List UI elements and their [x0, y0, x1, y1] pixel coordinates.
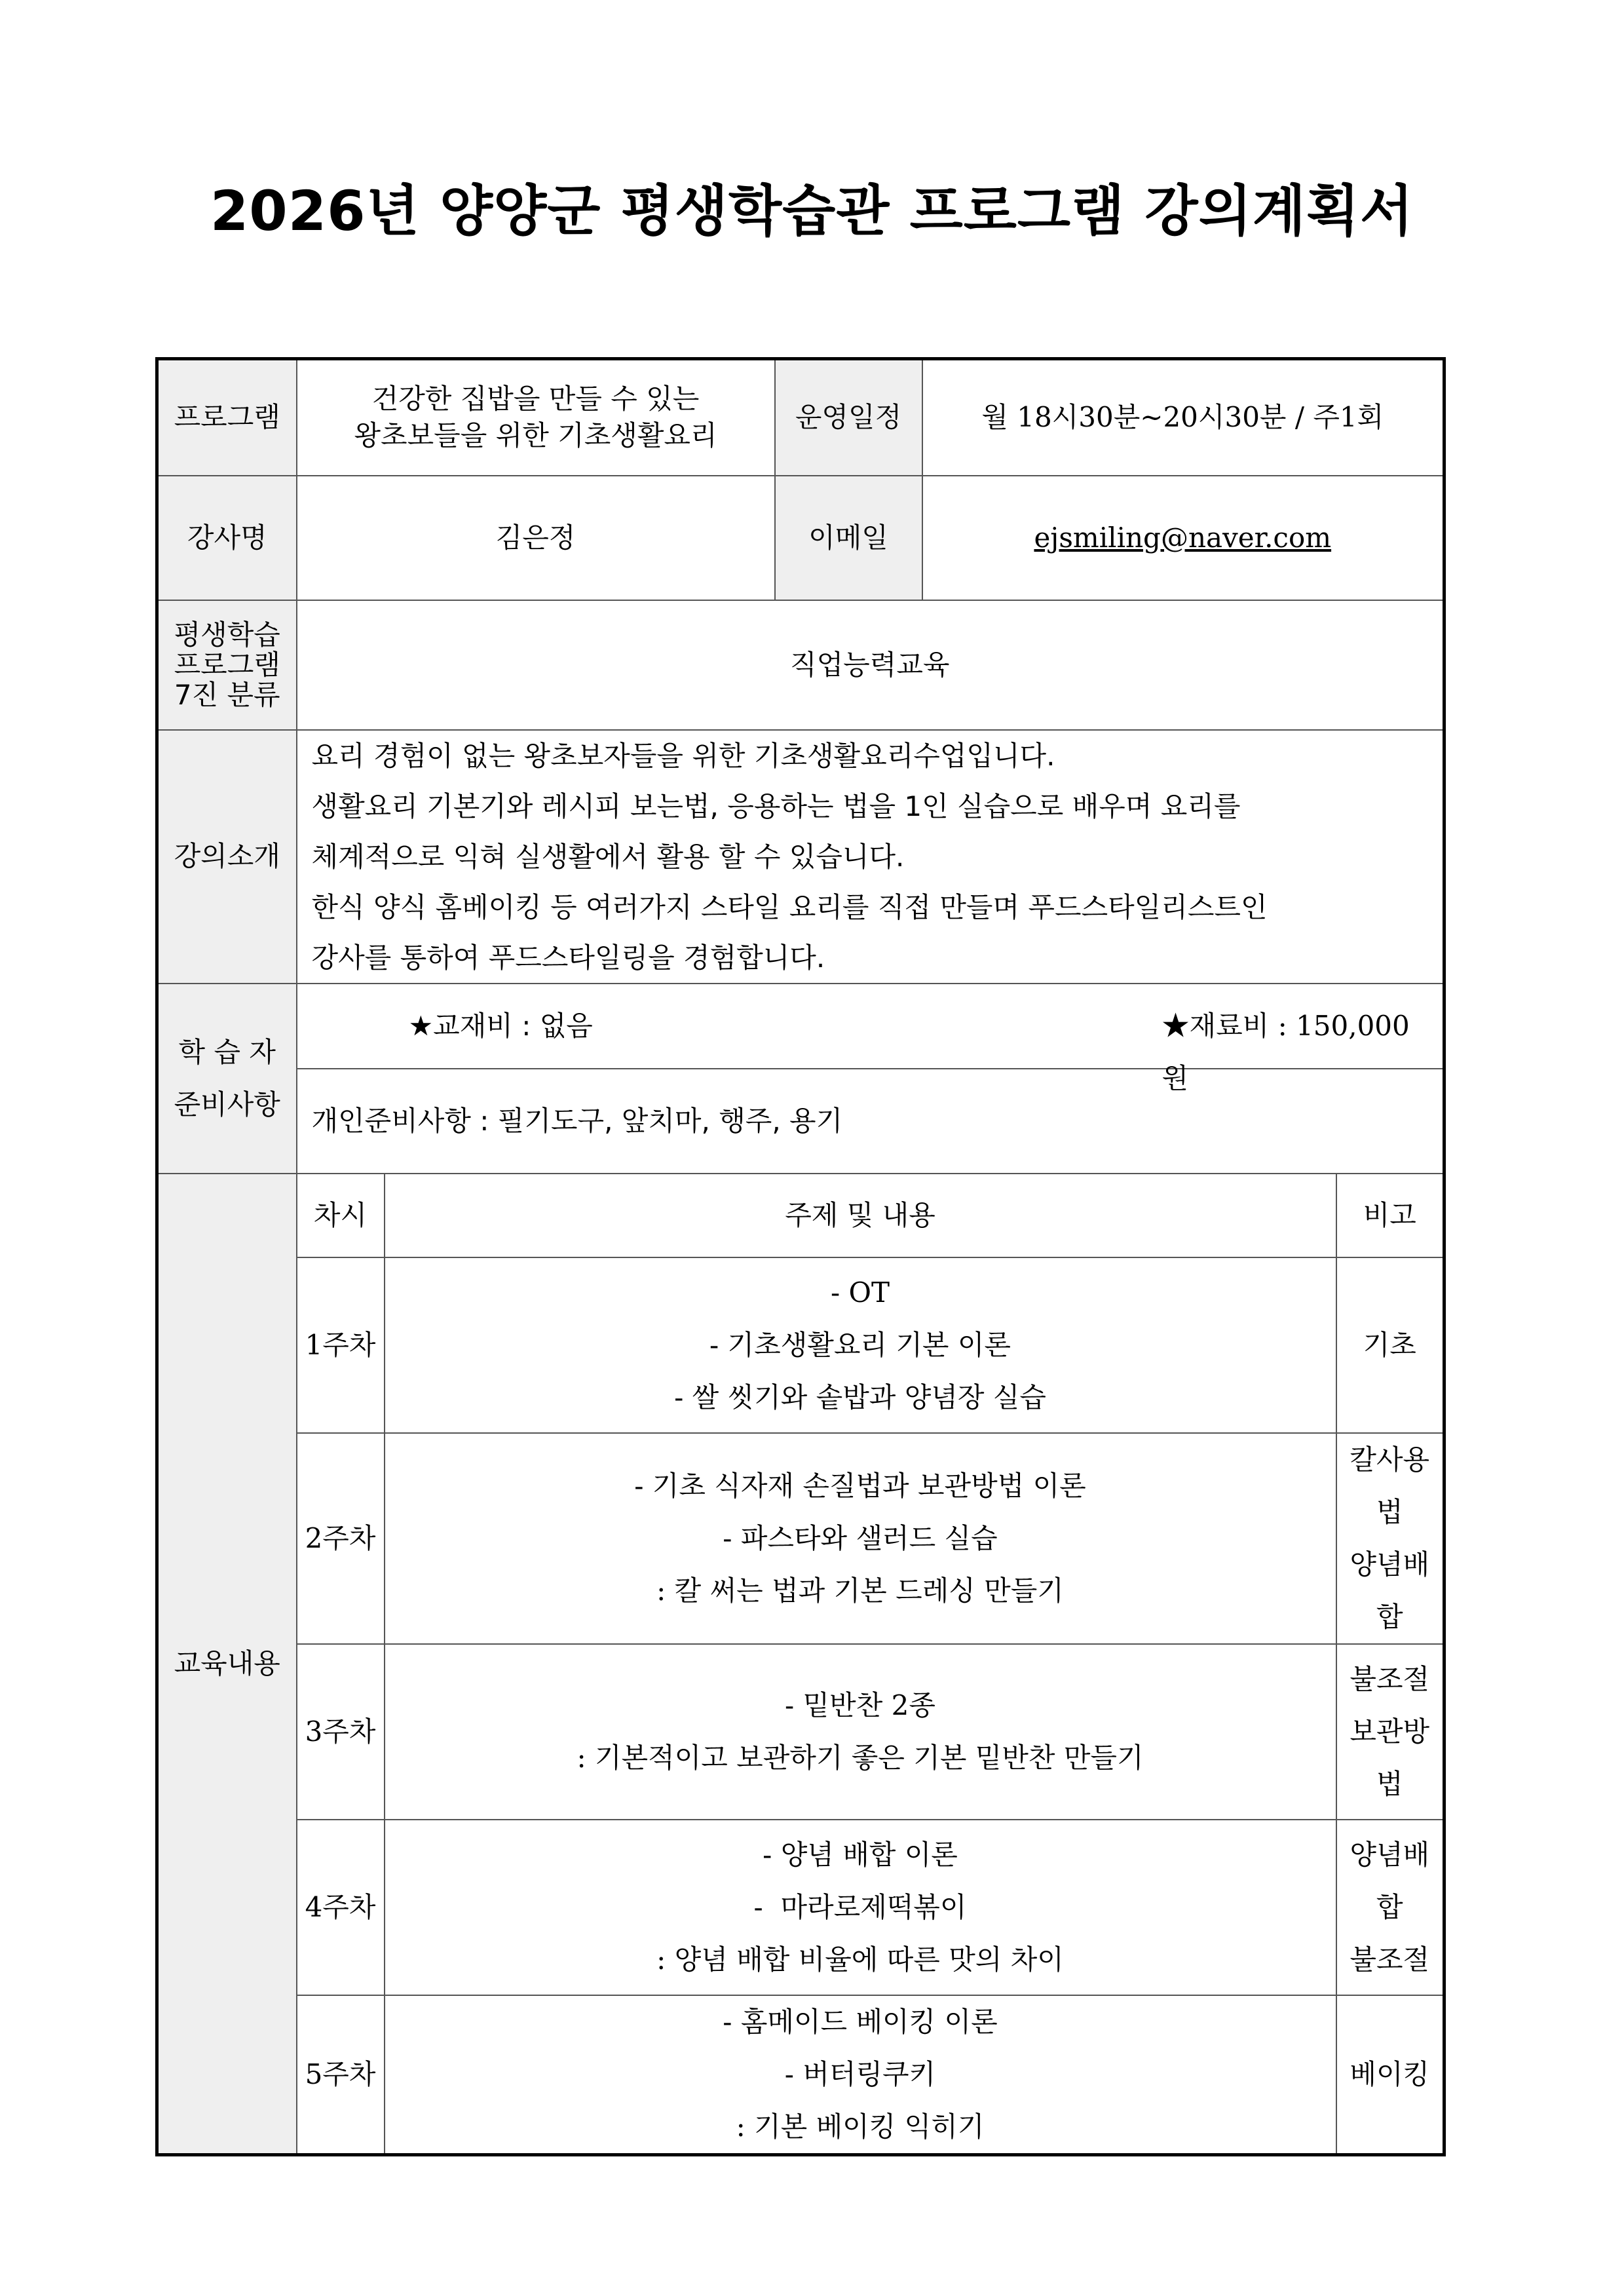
topic-line: - 버터링쿠키	[784, 2057, 936, 2090]
prep-label-line1: 학 습 자	[178, 1035, 276, 1068]
content-label: 교육내용	[157, 1174, 297, 2155]
session-cell: 2주차	[297, 1433, 385, 1644]
session-cell: 4주차	[297, 1820, 385, 1995]
intro-row	[157, 730, 1445, 984]
instructor-label: 강사명	[157, 476, 297, 600]
prep-label	[157, 984, 297, 1174]
note-cell	[1336, 1257, 1445, 1433]
program-name-line1: 건강한 집밥을 만들 수 있는	[371, 383, 700, 415]
topic-line: : 기본적이고 보관하기 좋은 기본 밑반찬 만들기	[576, 1741, 1144, 1774]
email-value[interactable]	[922, 476, 1445, 600]
note-line: 베이킹	[1350, 2057, 1430, 2090]
intro-line: 강사를 통하여 푸드스타일링을 경험합니다.	[311, 941, 825, 974]
note-line: 불조절	[1350, 1943, 1430, 1976]
curriculum-row	[157, 1644, 1445, 1820]
topic-line: - OT	[831, 1276, 890, 1309]
intro-text	[297, 730, 1445, 984]
topic-line: - 파스타와 샐러드 실습	[723, 1521, 998, 1554]
session-cell: 1주차	[297, 1257, 385, 1433]
category-row	[157, 600, 1445, 730]
curriculum-row	[157, 1995, 1445, 2155]
note-line: 양념배합	[1350, 1838, 1430, 1923]
curriculum-row	[157, 1820, 1445, 1995]
intro-label: 강의소개	[157, 730, 297, 984]
program-row	[157, 359, 1445, 476]
topic-line: : 기본 베이킹 익히기	[736, 2110, 985, 2143]
note-line: 양념배합	[1350, 1548, 1430, 1633]
topic-line: - 홈메이드 베이킹 이론	[723, 2005, 998, 2038]
intro-line: 체계적으로 익혀 실생활에서 활용 할 수 있습니다.	[311, 840, 905, 873]
session-cell: 5주차	[297, 1995, 385, 2155]
curriculum-row	[157, 1433, 1445, 1644]
schedule-label: 운영일정	[775, 359, 922, 476]
topic-cell	[385, 1433, 1336, 1644]
topic-line: - 쌀 씻기와 솥밥과 양념장 실습	[674, 1381, 1046, 1413]
instructor-row	[157, 476, 1445, 600]
note-line: 보관방법	[1350, 1715, 1430, 1800]
curriculum-header-row	[157, 1174, 1445, 1257]
category-value: 직업능력교육	[297, 600, 1445, 730]
topic-line: - 밑반찬 2종	[785, 1689, 935, 1721]
note-cell	[1336, 1433, 1445, 1644]
program-name	[297, 359, 775, 476]
topic-header: 주제 및 내용	[385, 1174, 1336, 1257]
category-label	[157, 600, 297, 730]
prep-label-line2: 준비사항	[174, 1088, 280, 1120]
intro-line: 요리 경험이 없는 왕초보자들을 위한 기초생활요리수업입니다.	[311, 739, 1055, 772]
topic-line: - 양념 배합 이론	[763, 1838, 958, 1871]
topic-line: : 칼 써는 법과 기본 드레싱 만들기	[656, 1574, 1064, 1607]
email-link[interactable]: ejsmiling@naver.com	[1034, 521, 1332, 554]
textbook-cost: ★교재비 : 없음	[408, 1009, 593, 1042]
session-cell: 3주차	[297, 1644, 385, 1820]
topic-cell	[385, 1820, 1336, 1995]
category-label-line3: 7진 분류	[174, 678, 280, 711]
note-header: 비고	[1336, 1174, 1445, 1257]
material-cost: ★재료비 : 150,000 원	[1161, 1009, 1410, 1094]
topic-cell	[385, 1995, 1336, 2155]
program-label: 프로그램	[157, 359, 297, 476]
session-header: 차시	[297, 1174, 385, 1257]
personal-prep: 개인준비사항 : 필기도구, 앞치마, 행주, 용기	[297, 1069, 1445, 1174]
instructor-name: 김은정	[297, 476, 775, 600]
schedule-value: 월 18시30분~20시30분 / 주1회	[922, 359, 1445, 476]
note-line: 불조절	[1350, 1662, 1430, 1695]
topic-line: : 양념 배합 비율에 따른 맛의 차이	[656, 1943, 1064, 1976]
topic-line: - 기초생활요리 기본 이론	[709, 1328, 1011, 1361]
topic-line: - 기초 식자재 손질법과 보관방법 이론	[634, 1469, 1086, 1502]
category-label-line2: 프로그램	[174, 648, 280, 681]
note-cell	[1336, 1820, 1445, 1995]
program-name-line2: 왕초보들을 위한 기초생활요리	[354, 419, 717, 452]
lecture-plan-table	[155, 357, 1446, 2156]
topic-line: - 마라로제떡볶이	[753, 1890, 967, 1923]
topic-cell	[385, 1644, 1336, 1820]
note-cell	[1336, 1644, 1445, 1820]
email-label: 이메일	[775, 476, 922, 600]
prep-row-1	[157, 984, 1445, 1069]
intro-line: 생활요리 기본기와 레시피 보는법, 응용하는 법을 1인 실습으로 배우며 요리를	[311, 790, 1241, 822]
topic-cell	[385, 1257, 1336, 1433]
category-label-line1: 평생학습	[174, 618, 280, 651]
page-title: 2026년 양양군 평생학습관 프로그램 강의계획서	[210, 179, 1414, 243]
note-cell	[1336, 1995, 1445, 2155]
intro-line: 한식 양식 홈베이킹 등 여러가지 스타일 요리를 직접 만들며 푸드스타일리스트인	[311, 890, 1268, 923]
prep-costs	[297, 984, 1445, 1094]
note-line: 기초	[1363, 1328, 1416, 1361]
curriculum-row	[157, 1257, 1445, 1433]
note-line: 칼사용법	[1350, 1443, 1430, 1528]
